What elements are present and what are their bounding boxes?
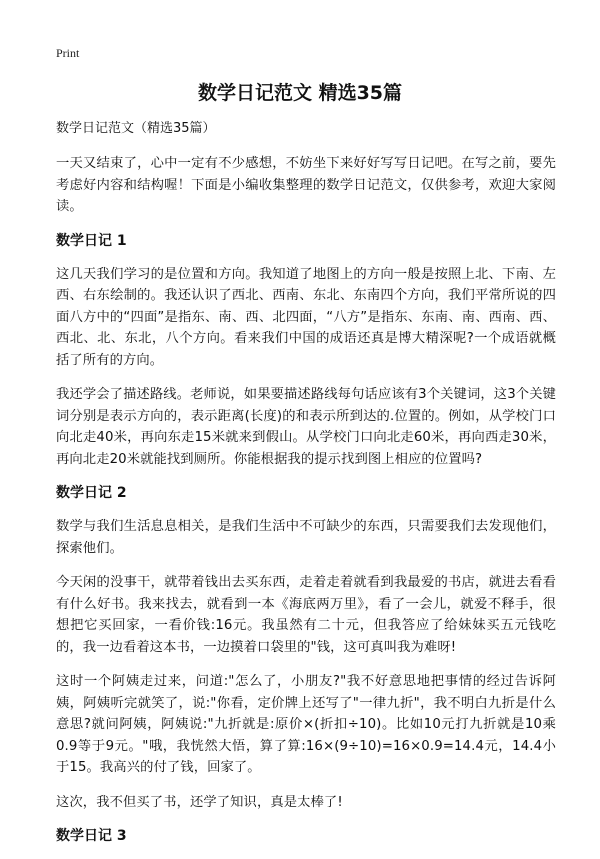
paragraph: 这时一个阿姨走过来，问道:"怎么了，小朋友?"我不好意思地把事情的经过告诉阿姨，阿姨听完就笑了，说:"你看，定价牌上还写了"一律九折"，我不明白九折是什么意思?就问阿姨，阿姨说:"九折就是:原价×(折扣÷10)。比如10元打九折就是10乘0.9等于9元。"哦，我恍然大悟，算了算:16×(9÷10)=16×0.9=14.4元，14.4小于15。我高兴的付了钱，回家了。	[56, 674, 556, 775]
paragraph: 这次，我不但买了书，还学了知识，真是太棒了!	[56, 794, 343, 810]
article-subtitle: 数学日记范文（精选35篇）	[56, 121, 216, 136]
print-link[interactable]: Print	[56, 46, 80, 60]
article-body	[56, 119, 556, 859]
section-heading: 数学日记 1	[56, 232, 127, 249]
paragraph: 我还学会了描述路线。老师说，如果要描述路线每句话应该有3个关键词，这3个关键词分别是表示方向的，表示距离(长度)的和表示所到达的.位置的。例如，从学校门口向北走40米，再向东走15米就来到假山。从学校门口向北走60米，再向西走30米，再向北走20米就能找到厕所。你能根据我的提示找到图上相应的位置吗?	[56, 387, 556, 467]
intro-paragraph: 一天又结束了，心中一定有不少感想，不妨坐下来好好写写日记吧。在写之前，要先考虑好内容和结构喔！下面是小编收集整理的数学日记范文，仅供参考，欢迎大家阅读。	[56, 156, 556, 214]
page-title: 数学日记范文 精选35篇	[197, 82, 403, 104]
paragraph: 今天闲的没事干，就带着钱出去买东西，走着走着就看到我最爱的书店，就进去看看有什么好书。我来找去，就看到一本《海底两万里》，看了一会儿，就爱不释手，很想把它买回家，一看价钱:16元。我虽然有二十元，但我答应了给妹妹买五元钱吃的，我一边看着这本书，一边摸着口袋里的"钱，这可真叫我为难呀!	[56, 575, 556, 655]
section-heading: 数学日记 2	[56, 485, 127, 501]
paragraph: 这几天我们学习的是位置和方向。我知道了地图上的方向一般是按照上北、下南、左西、右东绘制的。我还认识了西北、西南、东北、东南四个方向，我们平常所说的四面八方中的“四面”是指东、南、西、北四面，“八方”是指东、东南、南、西南、西、西北、北、东北，八个方向。看来我们中国的成语还真是博大精深呢?一个成语就概括了所有的方向。	[56, 266, 556, 368]
section-heading: 数学日记 3	[56, 828, 127, 844]
paragraph: 数学与我们生活息息相关，是我们生活中不可缺少的东西，只需要我们去发现他们，探索他们。	[56, 519, 556, 556]
